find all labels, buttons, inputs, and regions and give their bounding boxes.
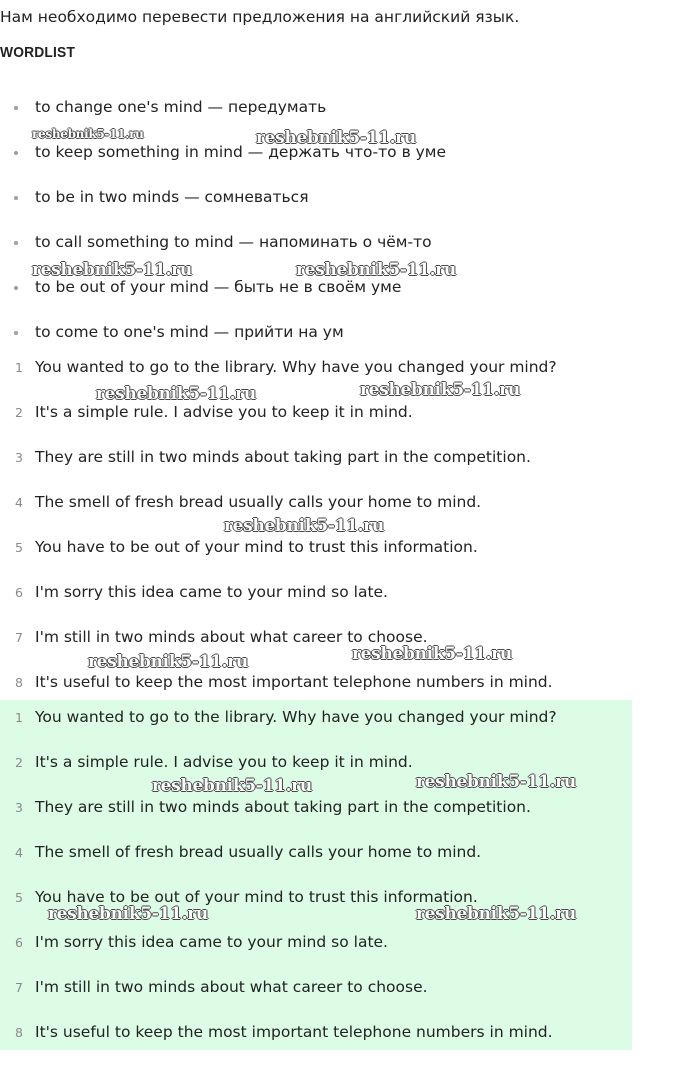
wordlist-item-text: to be out of your mind — быть не в своём уме bbox=[35, 278, 402, 296]
item-number: 8 bbox=[15, 675, 23, 690]
item-number: 3 bbox=[15, 800, 23, 815]
wordlist-item-text: to come to one's mind — прийти на ум bbox=[35, 323, 344, 341]
watermark: reshebnik5-11.ru bbox=[224, 516, 384, 536]
item-text: I'm sorry this idea came to your mind so late. bbox=[35, 933, 388, 951]
bullet-icon bbox=[14, 106, 18, 110]
wordlist-item-text: to keep something in mind — держать что-то в уме bbox=[35, 143, 447, 161]
item-number: 5 bbox=[15, 540, 23, 555]
item-text: You have to be out of your mind to trust this information. bbox=[35, 888, 478, 906]
bullet-icon bbox=[14, 286, 18, 290]
item-number: 8 bbox=[15, 1025, 23, 1040]
watermark: reshebnik5-11.ru bbox=[88, 652, 248, 672]
item-text: It's useful to keep the most important telephone numbers in mind. bbox=[35, 1023, 553, 1041]
watermark: reshebnik5-11.ru bbox=[352, 644, 512, 664]
watermark: reshebnik5-11.ru bbox=[416, 772, 576, 792]
item-number: 2 bbox=[15, 405, 23, 420]
bullet-icon bbox=[14, 241, 18, 245]
item-text: They are still in two minds about taking part in the competition. bbox=[35, 448, 531, 466]
item-text: I'm still in two minds about what career to choose. bbox=[35, 978, 428, 996]
item-text: They are still in two minds about taking part in the competition. bbox=[35, 798, 531, 816]
bullet-icon bbox=[14, 331, 18, 335]
wordlist-item-text: to call something to mind — напоминать о чём-то bbox=[35, 233, 432, 251]
wordlist-title: WORDLIST bbox=[0, 44, 76, 61]
intro-text: Нам необходимо перевести предложения на английский язык. bbox=[0, 8, 520, 26]
watermark: reshebnik5-11.ru bbox=[256, 128, 416, 148]
watermark: reshebnik5-11.ru bbox=[416, 904, 576, 924]
item-text: You wanted to go to the library. Why have you changed your mind? bbox=[35, 358, 557, 376]
item-number: 4 bbox=[15, 845, 23, 860]
item-number: 3 bbox=[15, 450, 23, 465]
item-text: I'm sorry this idea came to your mind so late. bbox=[35, 583, 388, 601]
watermark: reshebnik5-11.ru bbox=[32, 260, 192, 280]
item-text: It's useful to keep the most important telephone numbers in mind. bbox=[35, 673, 553, 691]
watermark: reshebnik5-11.ru bbox=[48, 904, 208, 924]
bullet-icon bbox=[14, 196, 18, 200]
item-number: 5 bbox=[15, 890, 23, 905]
item-text: The smell of fresh bread usually calls your home to mind. bbox=[35, 493, 482, 511]
wordlist-item-text: to be in two minds — сомневаться bbox=[35, 188, 309, 206]
watermark: reshebnik5-11.ru bbox=[296, 260, 456, 280]
item-text: I'm still in two minds about what career to choose. bbox=[35, 628, 428, 646]
watermark: reshebnik5-11.ru bbox=[96, 384, 256, 404]
watermark: reshebnik5-11.ru bbox=[360, 380, 520, 400]
watermark: reshebnik5-11.ru bbox=[32, 127, 144, 141]
wordlist-item-text: to change one's mind — передумать bbox=[35, 98, 327, 116]
item-text: The smell of fresh bread usually calls your home to mind. bbox=[35, 843, 482, 861]
item-text: You wanted to go to the library. Why have you changed your mind? bbox=[35, 708, 557, 726]
item-text: You have to be out of your mind to trust this information. bbox=[35, 538, 478, 556]
item-number: 1 bbox=[15, 710, 23, 725]
bullet-icon bbox=[14, 151, 18, 155]
watermark: reshebnik5-11.ru bbox=[152, 776, 312, 796]
item-text: It's a simple rule. I advise you to keep it in mind. bbox=[35, 403, 413, 421]
item-number: 7 bbox=[15, 980, 23, 995]
item-text: It's a simple rule. I advise you to keep it in mind. bbox=[35, 753, 413, 771]
item-number: 6 bbox=[15, 935, 23, 950]
item-number: 1 bbox=[15, 360, 23, 375]
item-number: 6 bbox=[15, 585, 23, 600]
item-number: 7 bbox=[15, 630, 23, 645]
item-number: 2 bbox=[15, 755, 23, 770]
item-number: 4 bbox=[15, 495, 23, 510]
